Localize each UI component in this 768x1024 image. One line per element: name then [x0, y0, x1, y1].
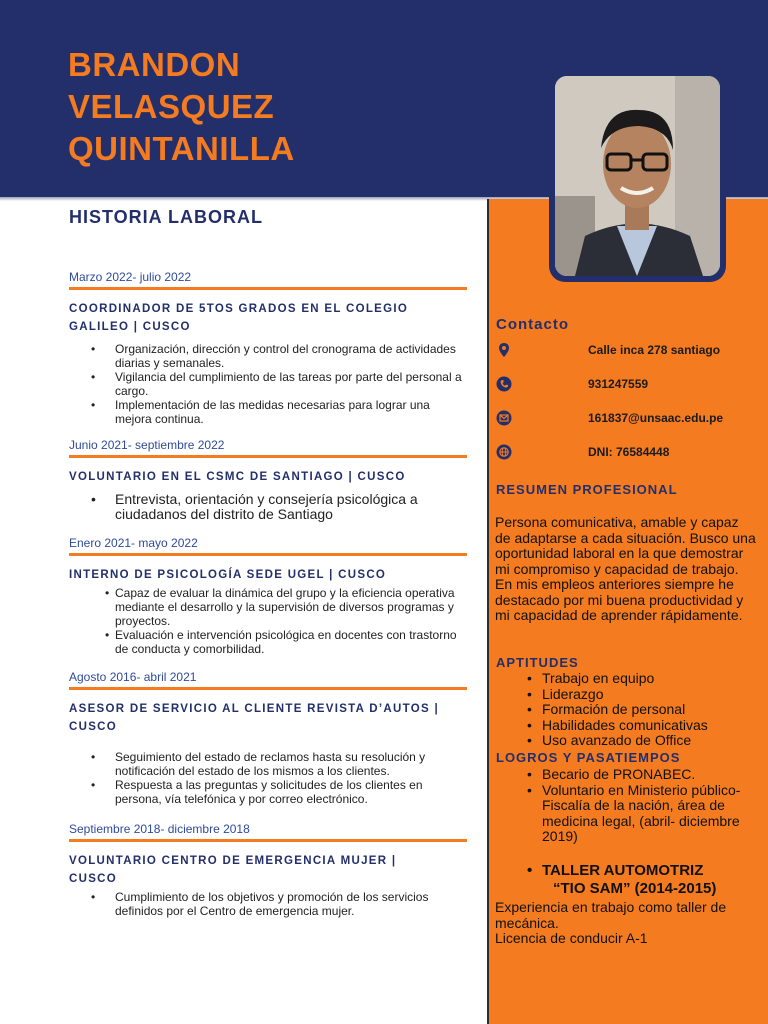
- list-item: • Cumplimiento de los objetivos y promoción de los servicios definidos por el Centro de emergencia mujer.: [69, 890, 469, 918]
- list-item: • Formación de personal: [495, 702, 763, 718]
- workshop-block: [495, 862, 763, 898]
- skills-list: [495, 671, 763, 749]
- job-title-line: CUSCO: [69, 873, 118, 885]
- list-item: • Liderazgo: [495, 687, 763, 703]
- phone-text: 931247559: [588, 377, 649, 391]
- job-title-line: ASESOR DE SERVICIO AL CLIENTE REVISTA D’AUTOS |: [69, 703, 439, 715]
- profile-photo-frame: [549, 70, 726, 282]
- name-line-2: VELASQUEZ: [68, 88, 275, 125]
- divider: [69, 553, 467, 556]
- list-item: • Trabajo en equipo: [495, 671, 763, 687]
- list-item: • Respuesta a las preguntas y solicitudes de los clientes en persona, vía telefónica y por correo electrónico.: [69, 778, 469, 806]
- job-entry: [69, 670, 469, 806]
- list-item: • Evaluación e intervención psicológica en docentes con trastorno de conducta y comorbilidad.: [69, 628, 469, 656]
- achievements-list: [495, 767, 763, 845]
- email-icon: [496, 410, 512, 426]
- job-bullets: [69, 750, 469, 806]
- list-item: • Habilidades comunicativas: [495, 718, 763, 734]
- job-date: Enero 2021- mayo 2022: [69, 536, 198, 550]
- contact-title: Contacto: [496, 316, 569, 333]
- location-pin-icon: [496, 342, 512, 358]
- phone-icon: [496, 376, 512, 392]
- contact-dni: [496, 444, 756, 464]
- job-date: Marzo 2022- julio 2022: [69, 270, 192, 284]
- workshop-license: Licencia de conducir A-1: [495, 930, 648, 946]
- job-entry: [69, 822, 469, 918]
- list-item: • Voluntario en Ministerio público- Fiscalía de la nación, área de medicina legal, (abril- diciembre 2019): [495, 783, 763, 845]
- workshop-period: “TIO SAM” (2014-2015): [553, 880, 717, 897]
- list-item: • Seguimiento del estado de reclamos hasta su resolución y notificación del estado de los mismos a los clientes.: [69, 750, 469, 778]
- job-bullets: [69, 342, 469, 426]
- dni-text: DNI: 76584448: [588, 445, 670, 459]
- skills-title: APTITUDES: [496, 655, 579, 670]
- candidate-name: [68, 44, 295, 170]
- job-title: [69, 700, 469, 736]
- job-date: Septiembre 2018- diciembre 2018: [69, 822, 250, 836]
- job-entry: [69, 438, 469, 522]
- workshop-desc-line: Experiencia en trabajo como taller de mecánica.: [495, 899, 727, 931]
- contact-phone: [496, 376, 756, 396]
- job-title-line: COORDINADOR DE 5TOS GRADOS EN EL COLEGIO: [69, 303, 409, 315]
- divider: [69, 839, 467, 842]
- summary-text: Persona comunicativa, amable y capaz de adaptarse a cada situación. Busco una oportunidad laboral en la que demostrar mi compromiso y capacidad de trabajo. En mis empleos anteriores siempre he destacado por mi buena productividad y mi capacidad de aprender rápidamente.: [495, 514, 756, 623]
- divider: [69, 287, 467, 290]
- divider: [69, 455, 467, 458]
- address-text: Calle inca 278 santiago: [588, 343, 721, 357]
- summary-title: RESUMEN PROFESIONAL: [496, 482, 678, 497]
- list-item: • Becario de PRONABEC.: [495, 767, 763, 783]
- job-title: [69, 852, 469, 888]
- divider: [69, 687, 467, 690]
- list-item: • Uso avanzado de Office: [495, 733, 763, 749]
- list-item: • Capaz de evaluar la dinámica del grupo y la eficiencia operativa mediante el desarrollo y la supervisión de diversos programas y proyectos.: [69, 586, 469, 628]
- name-line-1: BRANDON: [68, 46, 241, 83]
- list-item: • Entrevista, orientación y consejería psicológica a ciudadanos del distrito de Santiago: [69, 492, 469, 522]
- profile-photo: [555, 76, 720, 276]
- job-title: [69, 300, 469, 336]
- globe-icon: [496, 444, 512, 460]
- job-title-line: VOLUNTARIO CENTRO DE EMERGENCIA MUJER |: [69, 855, 397, 867]
- workshop-description: [495, 900, 757, 947]
- job-date: Agosto 2016- abril 2021: [69, 670, 197, 684]
- workshop-name: • TALLER AUTOMOTRIZ: [495, 862, 763, 880]
- list-item: • Organización, dirección y control del cronograma de actividades diarias y semanales.: [69, 342, 469, 370]
- job-date: Junio 2021- septiembre 2022: [69, 438, 225, 452]
- name-line-3: QUINTANILLA: [68, 130, 295, 167]
- job-title-line: VOLUNTARIO EN EL CSMC DE SANTIAGO | CUSCO: [69, 471, 406, 483]
- job-bullets: [69, 492, 469, 522]
- job-entry: [69, 270, 469, 426]
- job-title-line: GALILEO | CUSCO: [69, 321, 191, 333]
- email-text: 161837@unsaac.edu.pe: [588, 411, 724, 425]
- job-bullets: [69, 890, 469, 918]
- section-title-history: HISTORIA LABORAL: [69, 207, 263, 227]
- list-item: • Vigilancia del cumplimiento de las tareas por parte del personal a cargo.: [69, 370, 469, 398]
- job-title: [69, 468, 469, 486]
- job-entry: [69, 536, 469, 656]
- work-history: [69, 270, 469, 918]
- job-title-line: INTERNO DE PSICOLOGÍA SEDE UGEL | CUSCO: [69, 569, 387, 581]
- contact-address: [496, 342, 756, 362]
- job-title-line: CUSCO: [69, 721, 118, 733]
- job-title: [69, 566, 469, 584]
- list-item: • Implementación de las medidas necesarias para lograr una mejora continua.: [69, 398, 469, 426]
- job-bullets: [69, 586, 469, 656]
- contact-email: [496, 410, 756, 430]
- achievements-title: LOGROS Y PASATIEMPOS: [496, 750, 681, 765]
